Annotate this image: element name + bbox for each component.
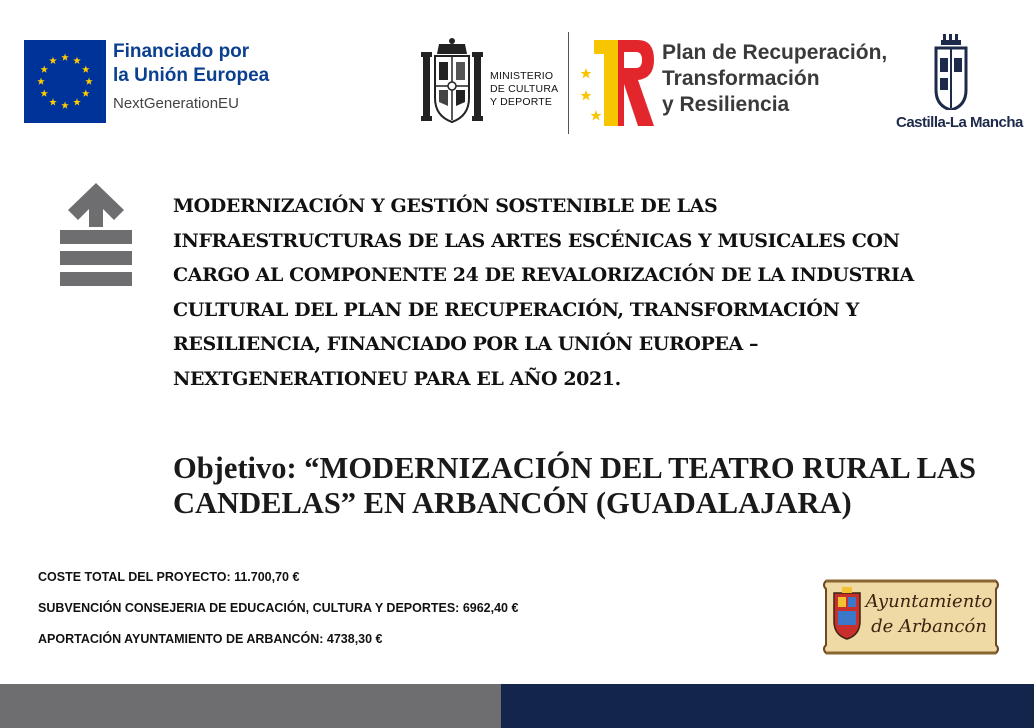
castilla-la-mancha-name: Castilla-La Mancha	[896, 114, 1023, 131]
objective-line-2: CANDELAS” EN ARBANCÓN (GUADALAJARA)	[173, 486, 852, 520]
budget-total-cost: COSTE TOTAL DEL PROYECTO: 11.700,70 €	[38, 570, 300, 584]
eu-star	[40, 90, 48, 97]
project-title-line: MODERNIZACIÓN Y GESTIÓN SOSTENIBLE DE LAS	[173, 195, 718, 217]
objective-line-1: Objetivo: “MODERNIZACIÓN DEL TEATRO RURAL LAS	[173, 451, 976, 485]
prtr-line-2: Transformación	[662, 67, 820, 90]
eu-star	[61, 54, 69, 61]
project-title-line: CULTURAL DEL PLAN DE RECUPERACIÓN, TRANSFORMACIÓN Y	[173, 298, 859, 321]
eu-star	[61, 102, 69, 109]
eu-star	[49, 57, 57, 64]
ministerio-line-3: Y DEPORTE	[490, 96, 553, 108]
eu-star	[85, 78, 93, 85]
objective-heading	[173, 451, 1023, 521]
castilla-la-mancha-emblem-icon	[933, 34, 969, 110]
prtr-text	[662, 42, 887, 120]
ayuntamiento-text	[862, 589, 996, 639]
ayuntamiento-line-1: Ayuntamiento	[865, 591, 993, 612]
project-title-line: INFRAESTRUCTURAS DE LAS ARTES ESCÉNICAS Y MUSICALES CON	[173, 229, 900, 252]
eu-star	[82, 66, 90, 73]
eu-line-1: Financiado por	[113, 41, 250, 62]
ministerio-text	[490, 70, 565, 109]
eu-line-3: NextGenerationEU	[113, 95, 239, 112]
eu-star	[49, 98, 57, 105]
footer-bar-navy	[501, 684, 1034, 728]
eu-star	[73, 57, 81, 64]
eu-flag-icon	[24, 40, 106, 123]
project-title-line: RESILIENCIA, FINANCIADO POR LA UNIÓN EUROPEA –	[173, 333, 759, 355]
eu-star	[37, 78, 45, 85]
eu-line-2: la Unión Europea	[113, 65, 270, 86]
ministerio-line-2: DE CULTURA	[490, 83, 559, 95]
ayuntamiento-line-2: de Arbancón	[871, 616, 987, 637]
budget-subvencion: SUBVENCIÓN CONSEJERIA DE EDUCACIÓN, CULTURA Y DEPORTES: 6962,40 €	[38, 601, 519, 615]
footer-bar-gray	[0, 684, 501, 728]
project-title-line: NEXTGENERATIONEU PARA EL AÑO 2021.	[173, 367, 621, 390]
prtr-line-1: Plan de Recuperación,	[662, 41, 888, 64]
project-title-line: CARGO AL COMPONENTE 24 DE REVALORIZACIÓN DE LA INDUSTRIA	[173, 264, 914, 286]
project-title	[173, 189, 1003, 396]
ministerio-line-1: MINISTERIO	[490, 70, 554, 82]
eu-funding-text	[113, 42, 269, 111]
budget-aportacion: APORTACIÓN AYUNTAMIENTO DE ARBANCÓN: 4738,30 €	[38, 632, 383, 646]
logo-separator	[568, 32, 569, 134]
eu-star	[40, 66, 48, 73]
eu-star	[82, 90, 90, 97]
prtr-logo-icon	[580, 38, 656, 128]
prtr-line-3: y Resiliencia	[662, 93, 790, 116]
upload-icon	[58, 183, 134, 287]
spain-coat-of-arms-icon	[421, 36, 483, 130]
eu-star	[73, 98, 81, 105]
